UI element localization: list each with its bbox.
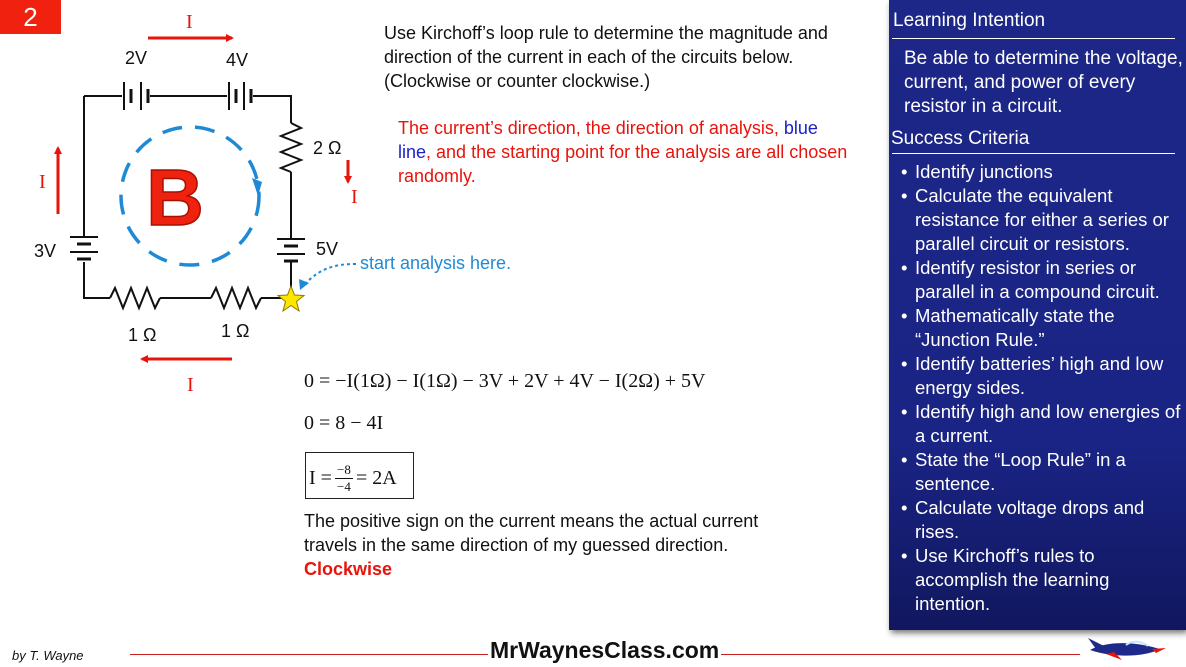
start-analysis-label: start analysis here. xyxy=(360,253,512,273)
learning-intention-heading: Learning Intention xyxy=(893,10,1046,31)
criteria-item: • Calculate voltage drops and rises. xyxy=(901,496,1185,544)
note-part-2: , and the starting point for the analysis are all chosen randomly. xyxy=(398,142,848,186)
criteria-divider xyxy=(892,153,1175,154)
battery-top-left xyxy=(124,82,148,110)
criteria-item: • Calculate the equivalent resistance for either a series or parallel circuit or resistors. xyxy=(901,184,1185,256)
resistor-bottom-right xyxy=(211,288,261,308)
label-current-bottom: I xyxy=(187,374,194,396)
loop-equation: 0 = −I(1Ω) − I(1Ω) − 3V + 2V + 4V − I(2Ω) + 5V xyxy=(304,370,706,392)
start-pointer xyxy=(304,264,356,285)
criteria-item: • Mathematically state the “Junction Rule.” xyxy=(901,304,1185,352)
label-resistor-bottom-left: 1 Ω xyxy=(128,325,157,345)
conclusion-body: The positive sign on the current means the actual current travels in the same direction of my guessed direction. xyxy=(304,511,759,555)
intention-divider xyxy=(892,38,1175,39)
note-part-1: The current’s direction, the direction of analysis, xyxy=(398,118,784,138)
criteria-item: • Identify junctions xyxy=(901,160,1185,184)
solution-denominator: −4 xyxy=(337,479,351,494)
label-current-top: I xyxy=(186,11,193,33)
criteria-item: • Use Kirchoff’s rules to accomplish the learning intention. xyxy=(901,544,1185,616)
learning-panel xyxy=(889,0,1186,630)
label-battery-left: 3V xyxy=(34,241,57,261)
circuit-diagram xyxy=(0,0,370,400)
solution-box xyxy=(305,452,414,499)
success-criteria-heading: Success Criteria xyxy=(891,128,1030,149)
wire-top xyxy=(84,96,291,123)
label-current-right: I xyxy=(351,186,358,208)
battery-top-right xyxy=(229,82,251,110)
rocket-logo-icon xyxy=(1086,632,1170,664)
note-blue-line: blue line xyxy=(398,118,818,162)
random-choice-note xyxy=(398,116,848,188)
criteria-item: • State the “Loop Rule” in a sentence. xyxy=(901,448,1185,496)
conclusion-direction: Clockwise xyxy=(304,559,393,579)
slide-number: 2 xyxy=(0,0,61,34)
simplified-equation: 0 = 8 − 4I xyxy=(304,412,384,434)
label-current-left: I xyxy=(39,171,46,193)
label-battery-top-right: 4V xyxy=(226,50,249,70)
solution-rhs: = 2A xyxy=(355,467,397,489)
label-battery-top-left: 2V xyxy=(125,48,148,68)
conclusion-text xyxy=(304,509,774,581)
label-resistor-right: 2 Ω xyxy=(313,138,342,158)
battery-right xyxy=(277,239,305,261)
solution-fraction xyxy=(335,463,353,494)
label-battery-right: 5V xyxy=(316,239,339,259)
success-criteria-list xyxy=(901,160,1185,616)
instructions-text: Use Kirchoff’s loop rule to determine the magnitude and direction of the current in each of the circuits below. (Clockwise or counter clockwise.) xyxy=(384,23,828,91)
solution-numerator: −8 xyxy=(337,462,351,477)
solution-lhs: I = xyxy=(309,467,332,489)
learning-intention-text: Be able to determine the voltage, current, and power of every resistor in a circuit. xyxy=(904,48,1183,117)
circuit-label: B xyxy=(146,153,204,242)
wire-left xyxy=(84,96,110,298)
site-name: MrWaynesClass.com xyxy=(490,637,720,663)
resistor-bottom-left xyxy=(110,288,160,308)
resistor-right xyxy=(281,123,301,172)
label-resistor-bottom-right: 1 Ω xyxy=(221,321,250,341)
criteria-item: • Identify high and low energies of a current. xyxy=(901,400,1185,448)
author-byline: by T. Wayne xyxy=(12,648,84,663)
criteria-item: • Identify resistor in series or parallel in a compound circuit. xyxy=(901,256,1185,304)
criteria-item: • Identify batteries’ high and low energy sides. xyxy=(901,352,1185,400)
battery-left xyxy=(70,237,98,259)
